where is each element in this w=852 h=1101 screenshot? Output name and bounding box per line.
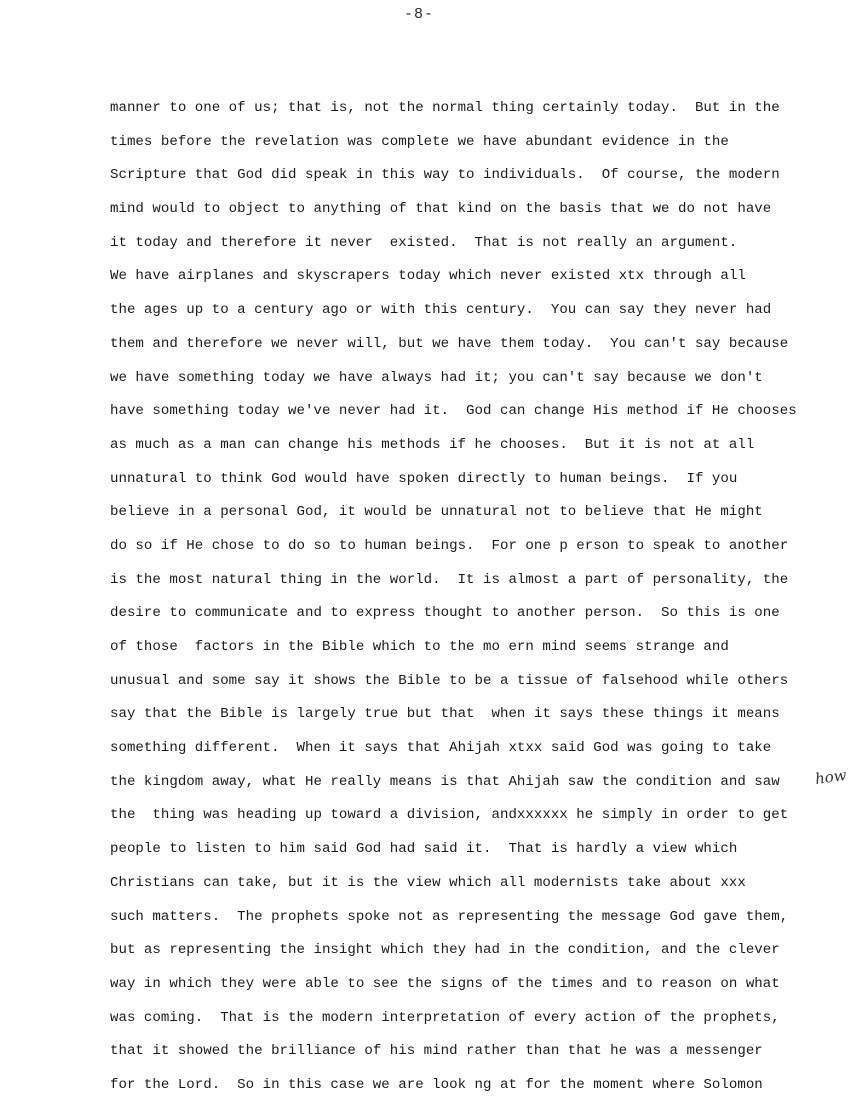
body-text <box>110 96 800 1101</box>
text-line: such matters. The prophets spoke not as representing the message God gave them, <box>110 908 789 925</box>
text-line: for the Lord. So in this case we are look ng at for the moment where Solomon <box>110 1076 763 1093</box>
text-line: but as representing the insight which they had in the condition, and the clever <box>110 942 780 959</box>
text-line: do so if He chose to do so to human beings. For one p erson to speak to another <box>110 537 789 554</box>
text-line: We have airplanes and skyscrapers today which never existed xtx through all <box>110 268 746 285</box>
text-line: something different. When it says that Ahijah xtxx said God was going to take <box>110 740 772 757</box>
text-line: Scripture that God did speak in this way to individuals. Of course, the modern <box>110 167 780 184</box>
text-line: people to listen to him said God had said it. That is hardly a view which <box>110 841 738 858</box>
text-line: was coming. That is the modern interpretation of every action of the prophets, <box>110 1009 780 1026</box>
text-line: the ages up to a century ago or with this century. You can say they never had <box>110 302 772 319</box>
text-line: say that the Bible is largely true but that when it says these things it means <box>110 706 780 723</box>
handwritten-margin-note: how <box>813 765 848 789</box>
text-line: unnatural to think God would have spoken directly to human beings. If you <box>110 470 738 487</box>
text-line: times before the revelation was complete we have abundant evidence in the <box>110 133 729 150</box>
text-line: mind would to object to anything of that kind on the basis that we do not have <box>110 201 772 218</box>
text-line: way in which they were able to see the signs of the times and to reason on what <box>110 975 780 992</box>
text-line: have something today we've never had it. God can change His method if He chooses <box>110 403 797 420</box>
text-line: that it showed the brilliance of his mind rather than that he was a messenger <box>110 1043 763 1060</box>
text-line: them and therefore we never will, but we have them today. You can't say because <box>110 335 789 352</box>
text-line: believe in a personal God, it would be unnatural not to believe that He might <box>110 504 763 521</box>
text-line: desire to communicate and to express thought to another person. So this is one <box>110 605 780 622</box>
text-line: we have something today we have always had it; you can't say because we don't <box>110 369 763 386</box>
text-line: it today and therefore it never existed. That is not really an argument. <box>110 234 738 251</box>
page-number: -8- <box>404 6 435 23</box>
text-line: unusual and some say it shows the Bible to be a tissue of falsehood while others <box>110 672 789 689</box>
text-line: the kingdom away, what He really means is that Ahijah saw the condition and saw <box>110 773 780 790</box>
text-line: Christians can take, but it is the view which all modernists take about xxx <box>110 874 746 891</box>
text-line: as much as a man can change his methods if he chooses. But it is not at all <box>110 436 755 453</box>
text-line: manner to one of us; that is, not the normal thing certainly today. But in the <box>110 100 780 116</box>
text-line: is the most natural thing in the world. It is almost a part of personality, the <box>110 571 789 588</box>
text-line: of those factors in the Bible which to the mo ern mind seems strange and <box>110 639 729 655</box>
text-line: the thing was heading up toward a division, andxxxxxx he simply in order to get <box>110 807 789 824</box>
